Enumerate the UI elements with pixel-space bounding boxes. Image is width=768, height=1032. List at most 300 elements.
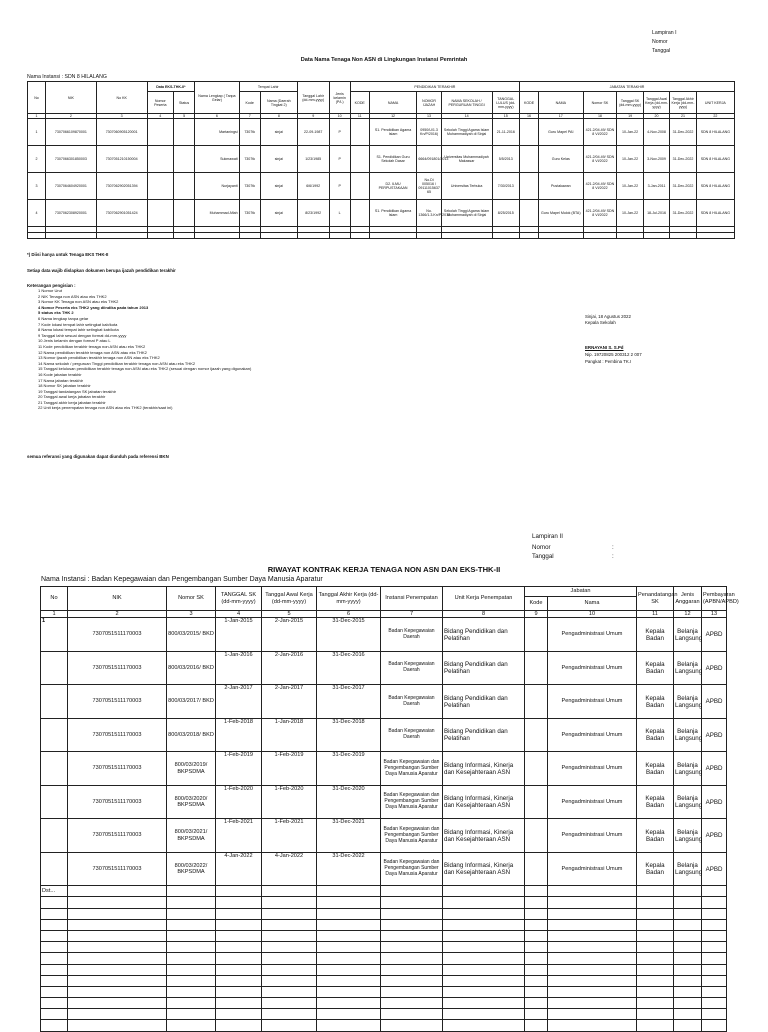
empty-row [41, 964, 727, 975]
cell-akhir: 31-Dec-2017 [317, 685, 381, 719]
cell-unit: Bidang Pendidikan dan Pelatihan [443, 651, 525, 685]
keterangan-item: 18 Nomor SK jabatan terakhir [38, 383, 91, 389]
empty-cell [443, 1009, 525, 1020]
keterangan-list [38, 288, 251, 411]
empty-cell [637, 998, 674, 1009]
cell-p-sekolah: Sekolah Tinggi Agama Islam Muhammadiyah di Sinjai [441, 200, 492, 227]
cell-ttd: Kepala Badan [637, 752, 674, 786]
cell-j-nama: Pustakawan [539, 173, 583, 200]
empty-cell [674, 886, 702, 897]
empty-cell [262, 908, 317, 919]
cell-kode [525, 819, 548, 853]
empty-cell [195, 233, 239, 239]
cell-anggaran: Belanja Langsung [674, 685, 702, 719]
th-j-nama: NAMA [539, 92, 583, 114]
cell-nik: 7307051511170003 [68, 852, 167, 886]
cell-bayar: APBD [702, 852, 727, 886]
cell-ttd: Kepala Badan [637, 852, 674, 886]
empty-cell [539, 233, 583, 239]
cell-ttd: Kepala Badan [637, 618, 674, 652]
cell-sk: 800/03/2020/ BKPSDMA [167, 785, 216, 819]
cell-p-sekolah: Sekolah Tinggi Agama Islam Muhammadiyah di Sinjai [441, 119, 492, 146]
lampiran-label: Lampiran I [652, 30, 677, 36]
th-data-eks: Data EKS-THK-II* [147, 82, 195, 92]
cell-kode [525, 718, 548, 752]
page1-data-table [27, 81, 735, 239]
empty-cell [68, 908, 167, 919]
empty-cell [525, 1009, 548, 1020]
cell-no: 1 [28, 119, 46, 146]
th-status: Status [174, 92, 195, 114]
empty-cell [41, 897, 68, 908]
cell-jk: L [329, 200, 350, 227]
empty-row [41, 975, 727, 986]
cell-awal: 2-Jan-2017 [262, 685, 317, 719]
cell-no: 1 [41, 618, 68, 652]
th2-jenis-anggaran: Jenis Anggaran [674, 587, 702, 611]
th-kode: Kode [239, 92, 260, 114]
cell-no: 3 [28, 173, 46, 200]
col-number: 8 [260, 114, 297, 119]
cell-sk: 800/03/2021/ BKPSDMA [167, 819, 216, 853]
cell-nik: 7307051511170003 [68, 718, 167, 752]
empty-cell [317, 919, 381, 930]
empty-cell [317, 908, 381, 919]
cell-kode: 7307tk [239, 173, 260, 200]
cell-nokk: 7307062901051424 [96, 200, 147, 227]
empty-cell [68, 986, 167, 997]
cell-p-kode [350, 200, 369, 227]
col-number: 10 [329, 114, 350, 119]
cell-j-kode [520, 119, 539, 146]
cell-no [41, 752, 68, 786]
cell-p-nama: S1. Pendidikan Agama Islam [369, 200, 417, 227]
col-number: 10 [548, 611, 637, 618]
cell-jk: P [329, 119, 350, 146]
lampiran-ii-tanggal-label: Tanggal [532, 553, 554, 560]
empty-cell [443, 986, 525, 997]
cell-p-kode [350, 173, 369, 200]
empty-cell [167, 942, 216, 953]
empty-cell [167, 1020, 216, 1031]
col-number: 11 [350, 114, 369, 119]
empty-cell [674, 942, 702, 953]
empty-cell [702, 886, 727, 897]
keterangan-item: 5 status eks THK 2 [38, 310, 74, 316]
cell-jk: P [329, 173, 350, 200]
col-number: 4 [216, 611, 262, 618]
cell-sk: 800/03/2015/ BKD [167, 618, 216, 652]
empty-row [41, 953, 727, 964]
col-number: 20 [643, 114, 669, 119]
cell-jk: P [329, 146, 350, 173]
cell-anggaran: Belanja Langsung [674, 718, 702, 752]
empty-cell [674, 897, 702, 908]
empty-cell [317, 998, 381, 1009]
cell-no [41, 785, 68, 819]
empty-cell [167, 1009, 216, 1020]
empty-cell [317, 986, 381, 997]
empty-cell [216, 1009, 262, 1020]
table-row [28, 146, 735, 173]
cell-unit: Bidang Informasi, Kinerja dan Kesejahteraan ASN [443, 785, 525, 819]
th-nokk: No KK [96, 82, 147, 114]
th-tgl-lahir: Tanggal Lahir (dd-mm-yyyy) [297, 82, 329, 114]
cell-tgl-sk: 1-Feb-2019 [216, 752, 262, 786]
cell-sk: 800/03/2022/ BKPSDMA [167, 852, 216, 886]
cell-akhir: 31-Dec-2021 [317, 819, 381, 853]
empty-cell [262, 897, 317, 908]
th2-jabatan: Jabatan [525, 587, 637, 597]
empty-cell [167, 930, 216, 941]
empty-cell [525, 942, 548, 953]
empty-row [41, 919, 727, 930]
empty-cell [216, 975, 262, 986]
empty-cell [167, 897, 216, 908]
empty-cell [297, 233, 329, 239]
empty-cell [262, 986, 317, 997]
lampiran-ii-header [532, 533, 614, 560]
cell-j-kode [520, 146, 539, 173]
cell-no [41, 718, 68, 752]
empty-cell [369, 233, 417, 239]
empty-cell [167, 986, 216, 997]
cell-status [174, 173, 195, 200]
cell-p-lulus: 7/30/2013 [492, 173, 520, 200]
empty-cell [443, 953, 525, 964]
cell-status [174, 200, 195, 227]
cell-no [41, 852, 68, 886]
cell-status [174, 146, 195, 173]
col-number: 1 [41, 611, 68, 618]
cell-p-kode [350, 119, 369, 146]
tanggal-label: Tanggal [652, 48, 671, 54]
keterangan-item: 10 Jenis kelamin dengan format P atau L [38, 338, 111, 344]
cell-awal: 1-Feb-2021 [262, 819, 317, 853]
th-p-lulus: TANGGAL LULUS (dd-mm-yyyy) [492, 92, 520, 114]
keterangan-item: 21 Tanggal akhir kerja jabatan terakhir [38, 399, 106, 405]
cell-nomor-peserta [147, 173, 173, 200]
cell-instansi: Badan Kepegawaian Daerah [381, 685, 443, 719]
cell-ttd: Kepala Badan [637, 718, 674, 752]
col-number: 6 [195, 114, 239, 119]
empty-cell [443, 919, 525, 930]
empty-cell [443, 897, 525, 908]
cell-nik: 7307051511170003 [68, 819, 167, 853]
cell-instansi: Badan Kepegawaian Daerah [381, 618, 443, 652]
cell-j-tgl-sk: 10-Jan-22 [617, 146, 643, 173]
table-row [41, 785, 727, 819]
empty-cell [167, 975, 216, 986]
empty-cell [443, 886, 525, 897]
empty-cell [520, 233, 539, 239]
col-number: 16 [520, 114, 539, 119]
cell-j-akhir: 31-Dec-2022 [670, 200, 696, 227]
empty-cell [68, 930, 167, 941]
table2-header-row [41, 587, 727, 597]
cell-p-ijazah: 6664/091801/2013 [417, 146, 441, 173]
empty-cell [262, 975, 317, 986]
empty-cell [41, 1009, 68, 1020]
keterangan-item: 17 Nama jabatan terakhir [38, 377, 83, 383]
th-p-ijazah: NOMOR IJAZAH [417, 92, 441, 114]
cell-tgl-sk: 2-Jan-2017 [216, 685, 262, 719]
col-number: 11 [637, 611, 674, 618]
cell-no: 2 [28, 146, 46, 173]
cell-unit: SDN 8 HILALANG [696, 119, 734, 146]
empty-cell [41, 953, 68, 964]
cell-nokk: 7307060905120001 [96, 119, 147, 146]
nomor-label: Nomor [652, 39, 668, 45]
keterangan-item: 4 Nomor Peserta eks THK2 yang diindika pada tahun 2013 [38, 304, 149, 310]
th2-instansi: Instansi Penempatan [381, 587, 443, 611]
cell-kode: 7307tk [239, 146, 260, 173]
page2-instansi: Nama Instansi : Badan Kepegawaian dan Pengembangan Sumber Daya Manusia Aparatur [41, 576, 323, 583]
col-number: 19 [617, 114, 643, 119]
empty-cell [68, 953, 167, 964]
empty-cell [317, 886, 381, 897]
cell-j-awal: 3-Jan-2011 [643, 173, 669, 200]
empty-cell [443, 998, 525, 1009]
cell-kode [525, 618, 548, 652]
empty-cell [702, 1020, 727, 1031]
empty-cell [350, 233, 369, 239]
empty-cell [381, 986, 443, 997]
cell-j-akhir: 31-Dec-2022 [670, 146, 696, 173]
cell-ttd: Kepala Badan [637, 651, 674, 685]
empty-cell [381, 908, 443, 919]
empty-cell [637, 964, 674, 975]
empty-cell [702, 986, 727, 997]
signature-place-date: Sinjai, 18 Agustus 2022 [585, 314, 631, 319]
cell-sk: 800/03/2019/ BKPSDMA [167, 752, 216, 786]
cell-nik: 7307051511170003 [68, 785, 167, 819]
empty-cell [525, 986, 548, 997]
cell-tgl-sk: 4-Jan-2022 [216, 852, 262, 886]
col-number: 1 [28, 114, 46, 119]
cell-p-kode [350, 146, 369, 173]
page1-title: Data Nama Tenaga Non ASN di Lingkungan Instansi Pemrintah [300, 57, 468, 63]
cell-nama: Pengadministrasi Umum [548, 819, 637, 853]
table-row [28, 200, 735, 227]
cell-j-awal: 4-Nov-2008 [643, 119, 669, 146]
empty-cell [702, 953, 727, 964]
col-number: 2 [68, 611, 167, 618]
th-unit-kerja: UNIT KERJA [696, 92, 734, 114]
cell-ttd: Kepala Badan [637, 819, 674, 853]
cell-instansi: Badan Kepegawaian dan Pengembangan Sumber Daya Manusia Aparatur [381, 785, 443, 819]
empty-cell [216, 886, 262, 897]
empty-cell [260, 233, 297, 239]
empty-cell [525, 1020, 548, 1031]
cell-p-ijazah: No. 1366/1.3.Kn/P/2015 [417, 200, 441, 227]
empty-cell [41, 964, 68, 975]
empty-cell [216, 908, 262, 919]
empty-cell [381, 886, 443, 897]
keterangan-item: 6 Nama lengkap tanpa gelar [38, 315, 89, 321]
empty-cell [637, 975, 674, 986]
empty-cell [216, 986, 262, 997]
cell-bayar: APBD [702, 752, 727, 786]
cell-ttd: Kepala Badan [637, 785, 674, 819]
cell-j-akhir: 31-Dec-2022 [670, 173, 696, 200]
keterangan-item: 1 Nomor Urut [38, 288, 63, 293]
keterangan-item: 3 Nomor KK Tenaga non ASN atau eks THK2 [38, 299, 119, 305]
table-row [41, 685, 727, 719]
col-number: 6 [317, 611, 381, 618]
empty-cell [216, 919, 262, 930]
empty-cell [637, 1020, 674, 1031]
cell-kode [525, 785, 548, 819]
empty-cell [68, 1020, 167, 1031]
empty-cell [525, 886, 548, 897]
cell-p-nama: D2. ILMU PERPUSTAKAAN [369, 173, 417, 200]
cell-p-lulus: 21-11-2016 [492, 119, 520, 146]
th-tempat-lahir: Tempat Lahir [239, 82, 297, 92]
empty-cell [381, 942, 443, 953]
empty-cell [443, 930, 525, 941]
cell-awal: 2-Jan-2016 [262, 651, 317, 685]
empty-cell [525, 998, 548, 1009]
cell-j-nama: Guru Mapel Mulok (BTA) [539, 200, 583, 227]
cell-tgl-lahir: 1/23/1985 [297, 146, 329, 173]
cell-j-akhir: 31-Dec-2022 [670, 119, 696, 146]
cell-sk: 800/03/2018/ BKD [167, 718, 216, 752]
col-number: 17 [539, 114, 583, 119]
th-j-tgl-sk: Tanggal SK (dd-mm-yyyy) [617, 92, 643, 114]
cell-unit: Bidang Informasi, Kinerja dan Kesejahteraan ASN [443, 752, 525, 786]
cell-instansi: Badan Kepegawaian Daerah [381, 718, 443, 752]
cell-anggaran: Belanja Langsung [674, 752, 702, 786]
th2-no: No [41, 587, 68, 611]
th2-nama: Nama [548, 597, 637, 611]
empty-cell [674, 998, 702, 1009]
empty-cell [702, 975, 727, 986]
cell-nik: 7307051511170003 [68, 685, 167, 719]
empty-cell [68, 1009, 167, 1020]
th-pendidikan: PENDIDIKAN TERAKHIR [350, 82, 519, 92]
cell-unit: SDN 8 HILALANG [696, 173, 734, 200]
cell-p-lulus: 5/5/2013 [492, 146, 520, 173]
empty-cell [548, 886, 637, 897]
th-no: No [28, 82, 46, 114]
cell-nokk: 7307051210150004 [96, 146, 147, 173]
cell-nama: Muhammad Aflah [195, 200, 239, 227]
empty-row [41, 998, 727, 1009]
cell-j-sk: 421.2/04.49/ SDN 8 VI/2022 [583, 119, 617, 146]
empty-cell [674, 919, 702, 930]
cell-unit: Bidang Pendidikan dan Pelatihan [443, 685, 525, 719]
table2-column-number-row [41, 611, 727, 618]
cell-p-nama: S1. Pendidikan Agama Islam [369, 119, 417, 146]
keterangan-item: 13 Nomor ijazah pendidikan terakhir tenaga non ASN atau eks THK2 [38, 355, 160, 361]
col-number: 22 [696, 114, 734, 119]
empty-cell [637, 897, 674, 908]
cell-daerah: sinjai [260, 119, 297, 146]
keterangan-item: 2 NIK Tenaga non ASN atau eks THK2 [38, 293, 107, 299]
th-p-sekolah: NAMA SEKOLAH / PERGURUAN TINGGI [441, 92, 492, 114]
th-j-sk: Nomor SK [583, 92, 617, 114]
cell-unit: Bidang Informasi, Kinerja dan Kesejahteraan ASN [443, 819, 525, 853]
cell-instansi: Badan Kepegawaian dan Pengembangan Sumber Daya Manusia Aparatur [381, 852, 443, 886]
th2-tgl-awal: Tanggal Awal Kerja (dd-mm-yyyy) [262, 587, 317, 611]
keterangan-item: 8 Nama lokasi tempat lahir setingkat kab/kota [38, 327, 119, 333]
th-jenis-kelamin: Jenis kelamin (P/L) [329, 82, 350, 114]
empty-cell [41, 986, 68, 997]
col-number: 15 [492, 114, 520, 119]
empty-row [28, 233, 735, 239]
cell-bayar: APBD [702, 685, 727, 719]
cell-unit: Bidang Pendidikan dan Pelatihan [443, 618, 525, 652]
empty-cell [443, 908, 525, 919]
cell-nik: 7307062308920001 [45, 200, 96, 227]
empty-cell [443, 942, 525, 953]
lampiran-i-header [652, 30, 677, 54]
empty-cell [41, 919, 68, 930]
cell-unit: SDN 8 HILALANG [696, 146, 734, 173]
cell-tgl-lahir: 6/6/1992 [297, 173, 329, 200]
cell-no [41, 819, 68, 853]
cell-j-sk: 421.2/04.49/ SDN 8 VI/2022 [583, 146, 617, 173]
empty-cell [329, 233, 350, 239]
cell-tgl-sk: 1-Feb-2018 [216, 718, 262, 752]
empty-cell [525, 919, 548, 930]
empty-cell [702, 908, 727, 919]
empty-cell [41, 1020, 68, 1031]
cell-akhir: 31-Dec-2016 [317, 651, 381, 685]
th-nama-daerah: Nama (Daerah Tingkat 2) [260, 92, 297, 114]
th-p-nama: NAMA [369, 92, 417, 114]
cell-nama: Nurjayanti [195, 173, 239, 200]
empty-cell [548, 964, 637, 975]
cell-nik: 7307051511170003 [68, 618, 167, 652]
cell-instansi: Badan Kepegawaian Daerah [381, 651, 443, 685]
empty-cell [702, 964, 727, 975]
cell-nik: 7307051511170003 [68, 752, 167, 786]
table-row [41, 618, 727, 652]
cell-tgl-sk: 1-Feb-2021 [216, 819, 262, 853]
keterangan-item: 16 Kode jabatan terakhir [38, 371, 82, 377]
cell-anggaran: Belanja Langsung [674, 651, 702, 685]
referensi-note: semua referansi yang digunakan dapat diunduh pada referensi BKN [27, 454, 169, 459]
empty-cell [525, 897, 548, 908]
empty-cell [68, 975, 167, 986]
empty-cell [525, 908, 548, 919]
keterangan-title: Keterangan pengisian : [27, 283, 76, 288]
cell-p-sekolah: Universitas Terbuka [441, 173, 492, 200]
cell-nomor-peserta [147, 200, 173, 227]
empty-cell [702, 897, 727, 908]
cell-daerah: sinjai [260, 200, 297, 227]
empty-cell [637, 942, 674, 953]
cell-bayar: APBD [702, 651, 727, 685]
tanggal-colon: : [612, 553, 614, 560]
col-number: 7 [381, 611, 443, 618]
empty-cell [41, 930, 68, 941]
empty-cell [381, 1009, 443, 1020]
table-row [41, 651, 727, 685]
empty-cell [68, 886, 167, 897]
signature-rank: Pangkat : Pembina TK.I [585, 359, 632, 364]
signature-nip: Nip. 19720825 200312 2 007 [585, 352, 642, 357]
cell-no [41, 685, 68, 719]
signature-block [585, 314, 642, 364]
empty-cell [548, 1020, 637, 1031]
empty-cell [548, 1009, 637, 1020]
empty-row [41, 942, 727, 953]
cell-p-lulus: 8/25/2015 [492, 200, 520, 227]
cell-no [41, 651, 68, 685]
